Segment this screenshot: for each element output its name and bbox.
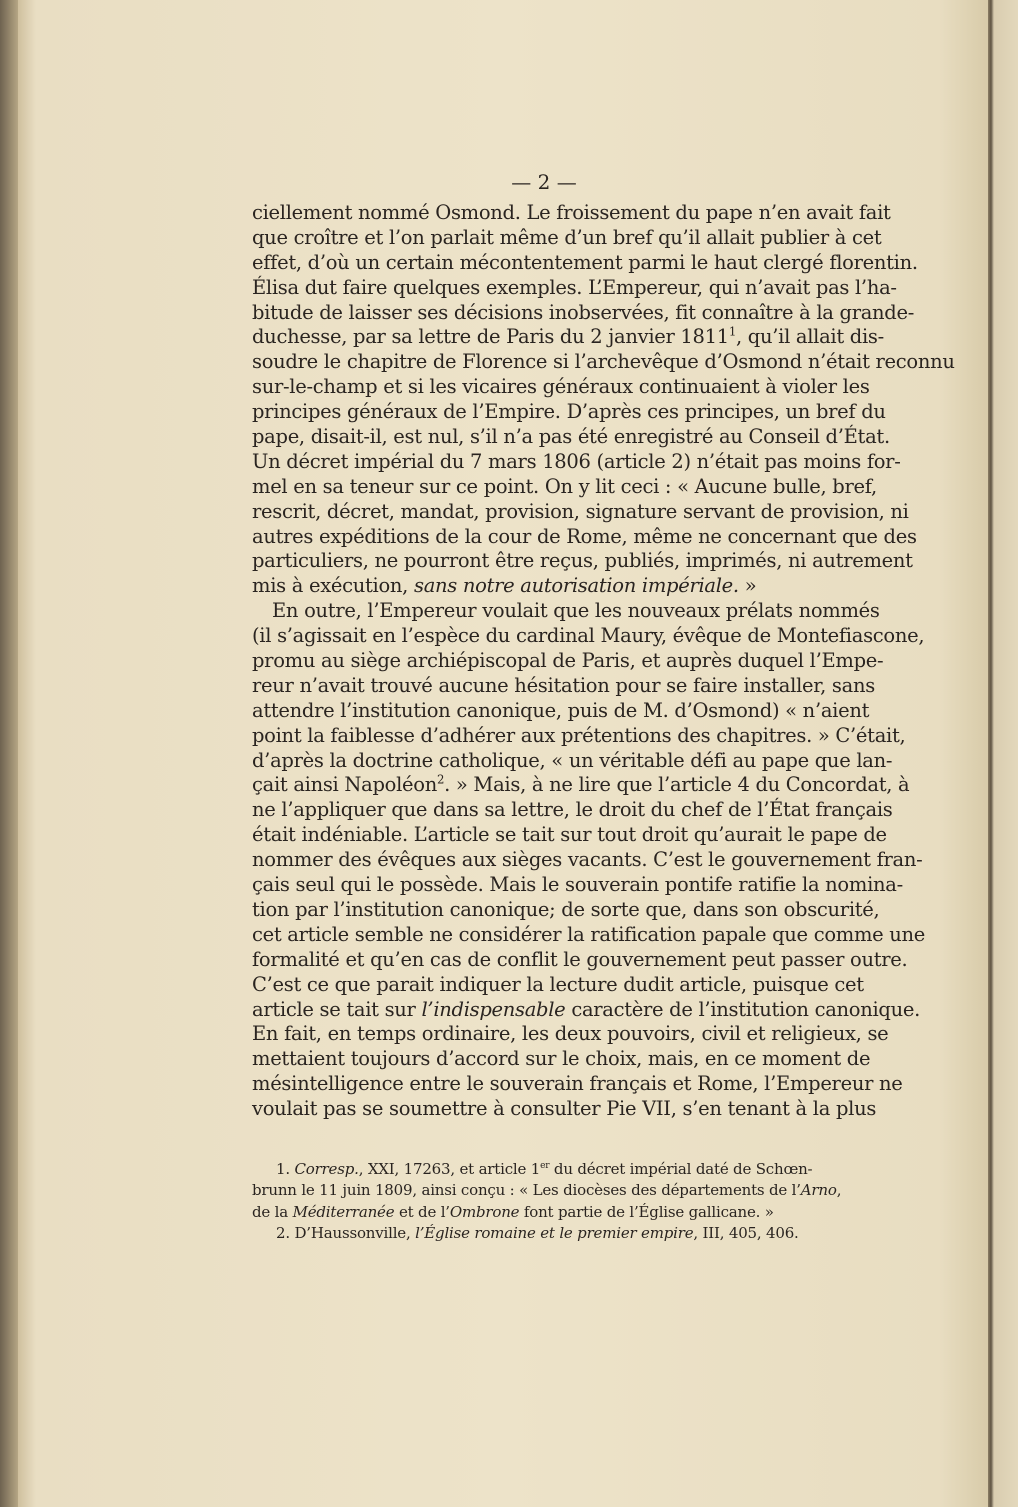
text-line bbox=[252, 549, 913, 574]
text-run: que croître et l’on parlait même d’un bref qu’il allait publier à cet bbox=[252, 225, 882, 249]
text-run: 2. D’Haussonville, bbox=[276, 1223, 416, 1242]
binding-edge bbox=[0, 0, 18, 1507]
text-line bbox=[252, 947, 908, 973]
text-line bbox=[252, 350, 955, 375]
text-run: 1. bbox=[276, 1160, 295, 1178]
text-run: ciellement nommé Osmond. Le froissement du pape n’en avait fait bbox=[252, 201, 891, 224]
footnote-line bbox=[252, 1159, 813, 1180]
text-run: mettaient toujours d’accord sur le choix, mais, en ce moment de bbox=[252, 1047, 871, 1071]
text-run: promu au siège archiépiscopal de Paris, et auprès duquel l’Empe- bbox=[252, 649, 884, 673]
text-run: çais seul qui le possède. Mais le souverain pontife ratifie la nomina- bbox=[252, 873, 903, 897]
text-line bbox=[252, 873, 903, 898]
text-line bbox=[252, 922, 926, 948]
text-line bbox=[252, 748, 893, 774]
text-run: attendre l’institution canonique, puis de M. d’Osmond) « n’aient bbox=[252, 698, 870, 722]
text-run: C’est ce que parait indiquer la lecture dudit article, puisque cet bbox=[252, 972, 864, 996]
text-run: , III, 405, 406. bbox=[693, 1223, 799, 1242]
text-line bbox=[252, 324, 884, 350]
footnote-line bbox=[252, 1202, 802, 1223]
text-run: ne l’appliquer que dans sa lettre, le droit du chef de l’État français bbox=[252, 798, 893, 822]
body-text bbox=[252, 201, 955, 1122]
text-run: formalité et qu’en cas de conflit le gouvernement peut passer outre. bbox=[252, 947, 908, 971]
text-run: cet article semble ne considérer la ratification papale que comme une bbox=[252, 922, 926, 946]
text-run: , qu’il allait dis- bbox=[736, 325, 884, 349]
text-run: mésintelligence entre le souverain français et Rome, l’Empereur ne bbox=[252, 1072, 903, 1096]
text-line bbox=[252, 375, 870, 400]
text-run: brunn le 11 juin 1809, ainsi conçu : « Les diocèses des départements de l’ bbox=[252, 1181, 801, 1200]
text-line bbox=[252, 897, 880, 923]
text-run: Élisa dut faire quelques exemples. L’Empereur, qui n’avait pas l’ha- bbox=[252, 275, 897, 299]
text-run: duchesse, par sa lettre de Paris du 2 janvier 1811 bbox=[252, 325, 729, 349]
text-line bbox=[252, 624, 925, 649]
text-run: En fait, en temps ordinaire, les deux pouvoirs, civil et religieux, se bbox=[252, 1022, 889, 1046]
footnotes bbox=[252, 1159, 842, 1244]
text-line bbox=[252, 474, 877, 500]
text-run: Un décret impérial du 7 mars 1806 (article 2) n’était pas moins for- bbox=[252, 449, 901, 473]
text-line bbox=[252, 499, 909, 525]
text-run: En outre, l’Empereur voulait que les nouveaux prélats nommés bbox=[272, 599, 880, 623]
text-line bbox=[252, 698, 870, 724]
text-line bbox=[252, 599, 880, 624]
text-run: de la bbox=[252, 1202, 293, 1221]
text-line bbox=[252, 524, 917, 550]
text-run: reur n’avait trouvé aucune hésitation pour se faire installer, sans bbox=[252, 673, 875, 697]
text-run: font partie de l’Église gallicane. » bbox=[519, 1202, 774, 1221]
text-run: » bbox=[738, 574, 757, 598]
italic-run: l’indispensable bbox=[421, 997, 566, 1021]
next-page-edge bbox=[988, 0, 1018, 1507]
text-run: bitude de laisser ses décisions inobservées, fit connaître à la grande- bbox=[252, 300, 915, 324]
text-line bbox=[252, 1047, 871, 1072]
text-run: sur-le-champ et si les vicaires généraux continuaient à violer les bbox=[252, 375, 870, 399]
text-line bbox=[252, 225, 882, 251]
text-run: mel en sa teneur sur ce point. On y lit ceci : « Aucune bulle, bref, bbox=[252, 474, 877, 498]
text-line bbox=[252, 300, 915, 326]
italic-run: Ombrone bbox=[449, 1202, 520, 1221]
text-line bbox=[252, 673, 875, 699]
text-run: pape, disait-il, est nul, s’il n’a pas été enregistré au Conseil d’État. bbox=[252, 425, 890, 449]
text-run: , bbox=[836, 1181, 842, 1200]
text-line bbox=[252, 1072, 903, 1097]
text-run: (il s’agissait en l’espèce du cardinal Maury, évêque de Montefiascone, bbox=[252, 624, 925, 648]
text-run: mis à exécution, bbox=[252, 574, 414, 598]
page-number: — 2 — bbox=[511, 170, 577, 194]
text-line bbox=[252, 798, 893, 823]
italic-run: Méditerranée bbox=[292, 1202, 395, 1221]
text-run: voulait pas se soumettre à consulter Pie VII, s’en tenant à la plus bbox=[252, 1097, 877, 1121]
text-line bbox=[252, 1022, 889, 1047]
text-line bbox=[252, 723, 906, 749]
footnote-ref: 1 bbox=[728, 324, 736, 339]
text-line bbox=[252, 1097, 877, 1122]
text-run: tion par l’institution canonique; de sorte que, dans son obscurité, bbox=[252, 897, 880, 921]
text-run: autres expéditions de la cour de Rome, même ne concernant que des bbox=[252, 524, 917, 548]
italic-run: Arno bbox=[800, 1181, 837, 1200]
text-line bbox=[252, 449, 901, 475]
text-run: principes généraux de l’Empire. D’après ces principes, un bref du bbox=[252, 400, 886, 424]
italic-run: l’Église romaine et le premier empire bbox=[415, 1223, 694, 1242]
text-line bbox=[252, 823, 887, 848]
text-run: , XXI, 17263, et article 1 bbox=[358, 1160, 541, 1178]
footnote-line bbox=[252, 1223, 802, 1244]
text-line bbox=[252, 250, 918, 276]
text-line bbox=[252, 997, 920, 1023]
text-line bbox=[252, 275, 897, 301]
text-run: çait ainsi Napoléon bbox=[252, 773, 437, 797]
text-line bbox=[252, 848, 923, 873]
italic-run: Corresp. bbox=[294, 1160, 359, 1178]
text-run: caractère de l’institution canonique. bbox=[565, 997, 920, 1021]
text-run: nommer des évêques aux sièges vacants. C’est le gouvernement fran- bbox=[252, 848, 923, 872]
footnote-ref: er bbox=[540, 1161, 550, 1171]
text-line bbox=[252, 574, 838, 599]
text-run: d’après la doctrine catholique, « un véritable défi au pape que lan- bbox=[252, 748, 893, 772]
text-run: était indéniable. L’article se tait sur tout droit qu’aurait le pape de bbox=[252, 823, 887, 847]
text-run: effet, d’où un certain mécontentement parmi le haut clergé florentin. bbox=[252, 250, 918, 274]
text-run: article se tait sur bbox=[252, 997, 422, 1021]
text-line bbox=[252, 972, 864, 998]
text-run: particuliers, ne pourront être reçus, publiés, imprimés, ni autrement bbox=[252, 549, 913, 573]
text-run: du décret impérial daté de Schœn- bbox=[549, 1160, 813, 1178]
text-line bbox=[252, 425, 890, 450]
text-line bbox=[252, 772, 910, 798]
text-line bbox=[252, 400, 886, 425]
text-run: soudre le chapitre de Florence si l’archevêque d’Osmond n’était reconnu bbox=[252, 350, 955, 374]
italic-run: sans notre autorisation impériale. bbox=[413, 574, 739, 598]
text-run: et de l’ bbox=[394, 1202, 450, 1221]
text-line bbox=[252, 201, 891, 226]
text-run: rescrit, décret, mandat, provision, signature servant de provision, ni bbox=[252, 499, 909, 523]
footnote-ref: 2 bbox=[436, 772, 445, 787]
text-line bbox=[252, 649, 884, 674]
text-run: . » Mais, à ne lire que l’article 4 du Concordat, à bbox=[444, 773, 910, 797]
footnote-line bbox=[252, 1180, 842, 1201]
text-run: point la faiblesse d’adhérer aux prétentions des chapitres. » C’était, bbox=[252, 723, 906, 747]
